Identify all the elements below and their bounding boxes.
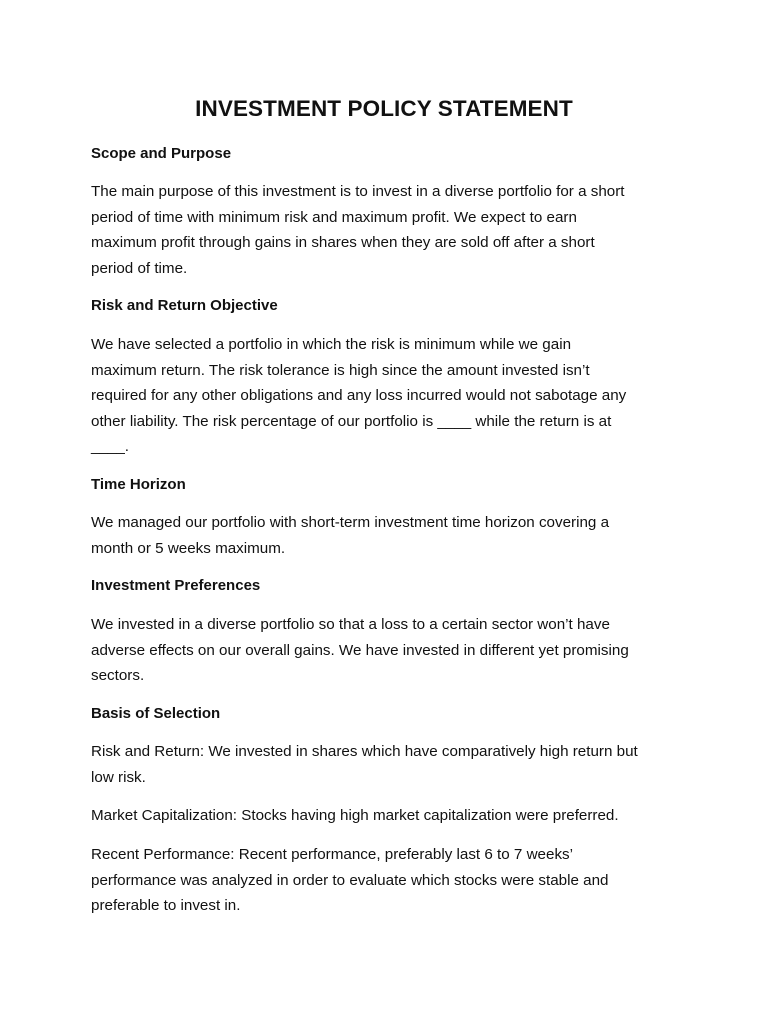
paragraph-line: The main purpose of this investment is to invest in a diverse portfolio for a short [91,183,625,200]
paragraph-line: month or 5 weeks maximum. [91,539,286,557]
paragraph-line: We have selected a portfolio in which the risk is minimum while we gain [91,336,572,353]
paragraph-line: required for any other obligations and any loss incurred would not sabotage any [91,387,627,405]
paragraph-line: We managed our portfolio with short-term investment time horizon covering a [91,514,610,531]
paragraph-line: sectors. [91,667,145,685]
paragraph-line: maximum return. The risk tolerance is high since the amount invested isn’t [91,361,590,379]
section-heading-scope-and-purpose: Scope and Purpose [91,145,232,162]
paragraph-line: Risk and Return: We invested in shares which have comparatively high return but [91,743,638,760]
paragraph-line: ____. [91,438,130,456]
paragraph-line: maximum profit through gains in shares when they are sold off after a short [91,234,595,252]
paragraph-investment-preferences [91,612,691,689]
document-title: INVESTMENT POLICY STATEMENT [195,96,573,121]
paragraph-line: low risk. [91,768,146,786]
paragraph-line: performance was analyzed in order to evaluate which stocks were stable and [91,871,609,889]
paragraph-market-capitalization [91,803,691,829]
paragraph-line: We invested in a diverse portfolio so that a loss to a certain sector won’t have [91,616,610,633]
paragraph-line: Recent Performance: Recent performance, preferably last 6 to 7 weeks’ [91,846,574,863]
section-heading-risk-and-return-objective: Risk and Return Objective [91,297,278,314]
paragraph-line: period of time. [91,259,188,277]
paragraph-line: adverse effects on our overall gains. We have invested in different yet promising [91,641,629,659]
paragraph-line: Market Capitalization: Stocks having high market capitalization were preferred. [91,807,619,824]
paragraph-risk-and-return [91,739,691,790]
paragraph-line: other liability. The risk percentage of our portfolio is ____ while the return is at [91,412,612,430]
paragraph-scope-and-purpose [91,179,691,281]
section-heading-time-horizon: Time Horizon [91,476,186,493]
paragraph-risk-and-return-objective [91,332,691,460]
paragraph-line: period of time with minimum risk and maximum profit. We expect to earn [91,208,577,226]
paragraph-line: preferable to invest in. [91,897,241,915]
section-heading-basis-of-selection: Basis of Selection [91,705,221,722]
paragraph-recent-performance [91,842,691,919]
paragraph-time-horizon [91,510,691,561]
section-heading-investment-preferences: Investment Preferences [91,577,261,594]
